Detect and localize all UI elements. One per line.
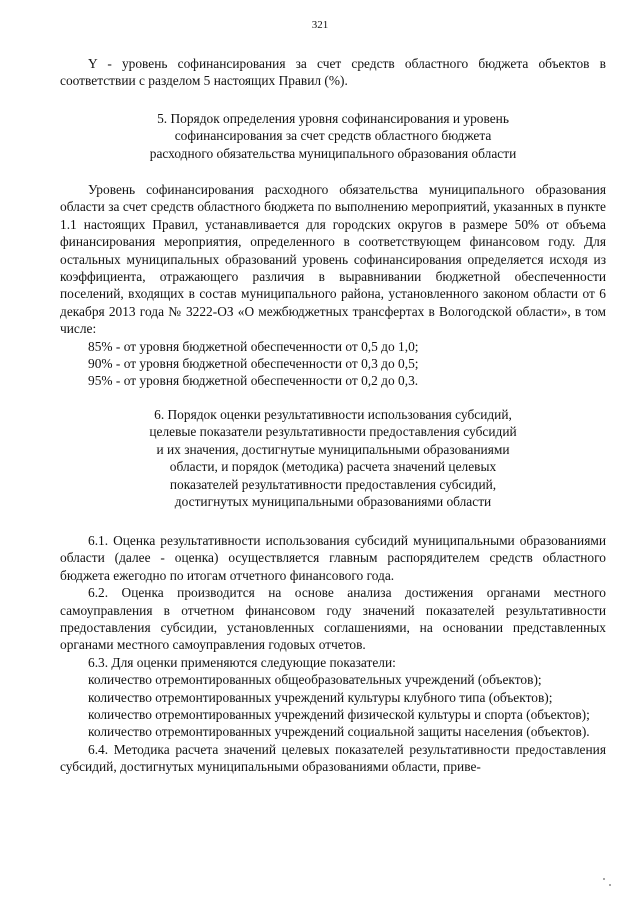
heading-line: софинансирования за счет средств областного бюджета	[174, 128, 492, 144]
cofinancing-paragraph: Уровень софинансирования расходного обязательства муниципального образования области за счет средств областного бюджета по выполнению мероприятий, указанных в пункте 1.1 настоящих Правил, устанавливается для городских округов в размере 50% от объема финансирования мероприятия, определенного в соответствующем финансовом году. Для остальных муниципальных образований уровень софинансирования определяется исходя из коэффициента, отражающего различия в выравнивании бюджетной обеспеченности поселений, входящих в состав муниципального района, установленного законом области от 6 декабря 2013 года № 3222-ОЗ «О межбюджетных трансфертах в Вологодской области», в том числе:	[60, 182, 606, 337]
scan-speck	[603, 878, 605, 880]
heading-line: достигнутых муниципальными образованиями области	[174, 494, 492, 510]
scan-speck	[609, 884, 611, 886]
intro-section	[60, 55, 606, 90]
intro-paragraph: Y - уровень софинансирования за счет средств областного бюджета объектов в соответствии с разделом 5 настоящих Правил (%).	[60, 56, 606, 89]
section-6-heading	[60, 406, 606, 510]
list-item: 85% - от уровня бюджетной обеспеченности от 0,5 до 1,0;	[88, 338, 419, 354]
section-5-body	[60, 181, 606, 390]
page-number: 321	[311, 19, 329, 31]
list-item: 95% - от уровня бюджетной обеспеченности от 0,2 до 0,3.	[88, 373, 419, 389]
heading-line: 5. Порядок определения уровня софинансирования и уровень	[157, 111, 509, 126]
heading-line: области, и порядок (методика) расчета значений целевых	[169, 459, 497, 475]
list-item: 90% - от уровня бюджетной обеспеченности от 0,3 до 0,5;	[88, 356, 419, 372]
section-5-heading	[60, 110, 606, 162]
indicator-item: количество отремонтированных учреждений физической культуры и спорта (объектов);	[88, 707, 590, 723]
indicator-item: количество отремонтированных учреждений культуры клубного типа (объектов);	[88, 689, 553, 705]
indicator-item: количество отремонтированных общеобразовательных учреждений (объектов);	[88, 672, 542, 688]
paragraph-6-3: 6.3. Для оценки применяются следующие показатели:	[88, 654, 396, 670]
heading-line: показателей результативности предоставления субсидий,	[169, 476, 497, 492]
paragraph-6-1: 6.1. Оценка результативности использования субсидий муниципальными образованиями области (далее - оценка) осуществляется главным распорядителем средств областного бюджета ежегодно по итогам отчетного финансового года.	[60, 533, 606, 583]
heading-line: 6. Порядок оценки результативности использования субсидий,	[154, 407, 512, 422]
paragraph-6-2: 6.2. Оценка производится на основе анализа достижения органами местного самоуправления в отчетном финансовом году значений показателей результативности предоставления субсидии, установленных соглашениями, на основании представленных органами местного самоуправления годовых отчетов.	[60, 585, 606, 653]
section-6-body	[60, 532, 606, 776]
heading-line: целевые показатели результативности предоставления субсидий	[149, 424, 517, 440]
heading-line: и их значения, достигнутые муниципальными образованиями	[156, 441, 510, 457]
heading-line: расходного обязательства муниципального образования области	[149, 145, 517, 161]
paragraph-6-4: 6.4. Методика расчета значений целевых показателей результативности предоставления субсидий, достигнутых муниципальными образованиями области, приве-	[60, 741, 606, 775]
indicator-item: количество отремонтированных учреждений социальной защиты населения (объектов).	[88, 724, 590, 740]
